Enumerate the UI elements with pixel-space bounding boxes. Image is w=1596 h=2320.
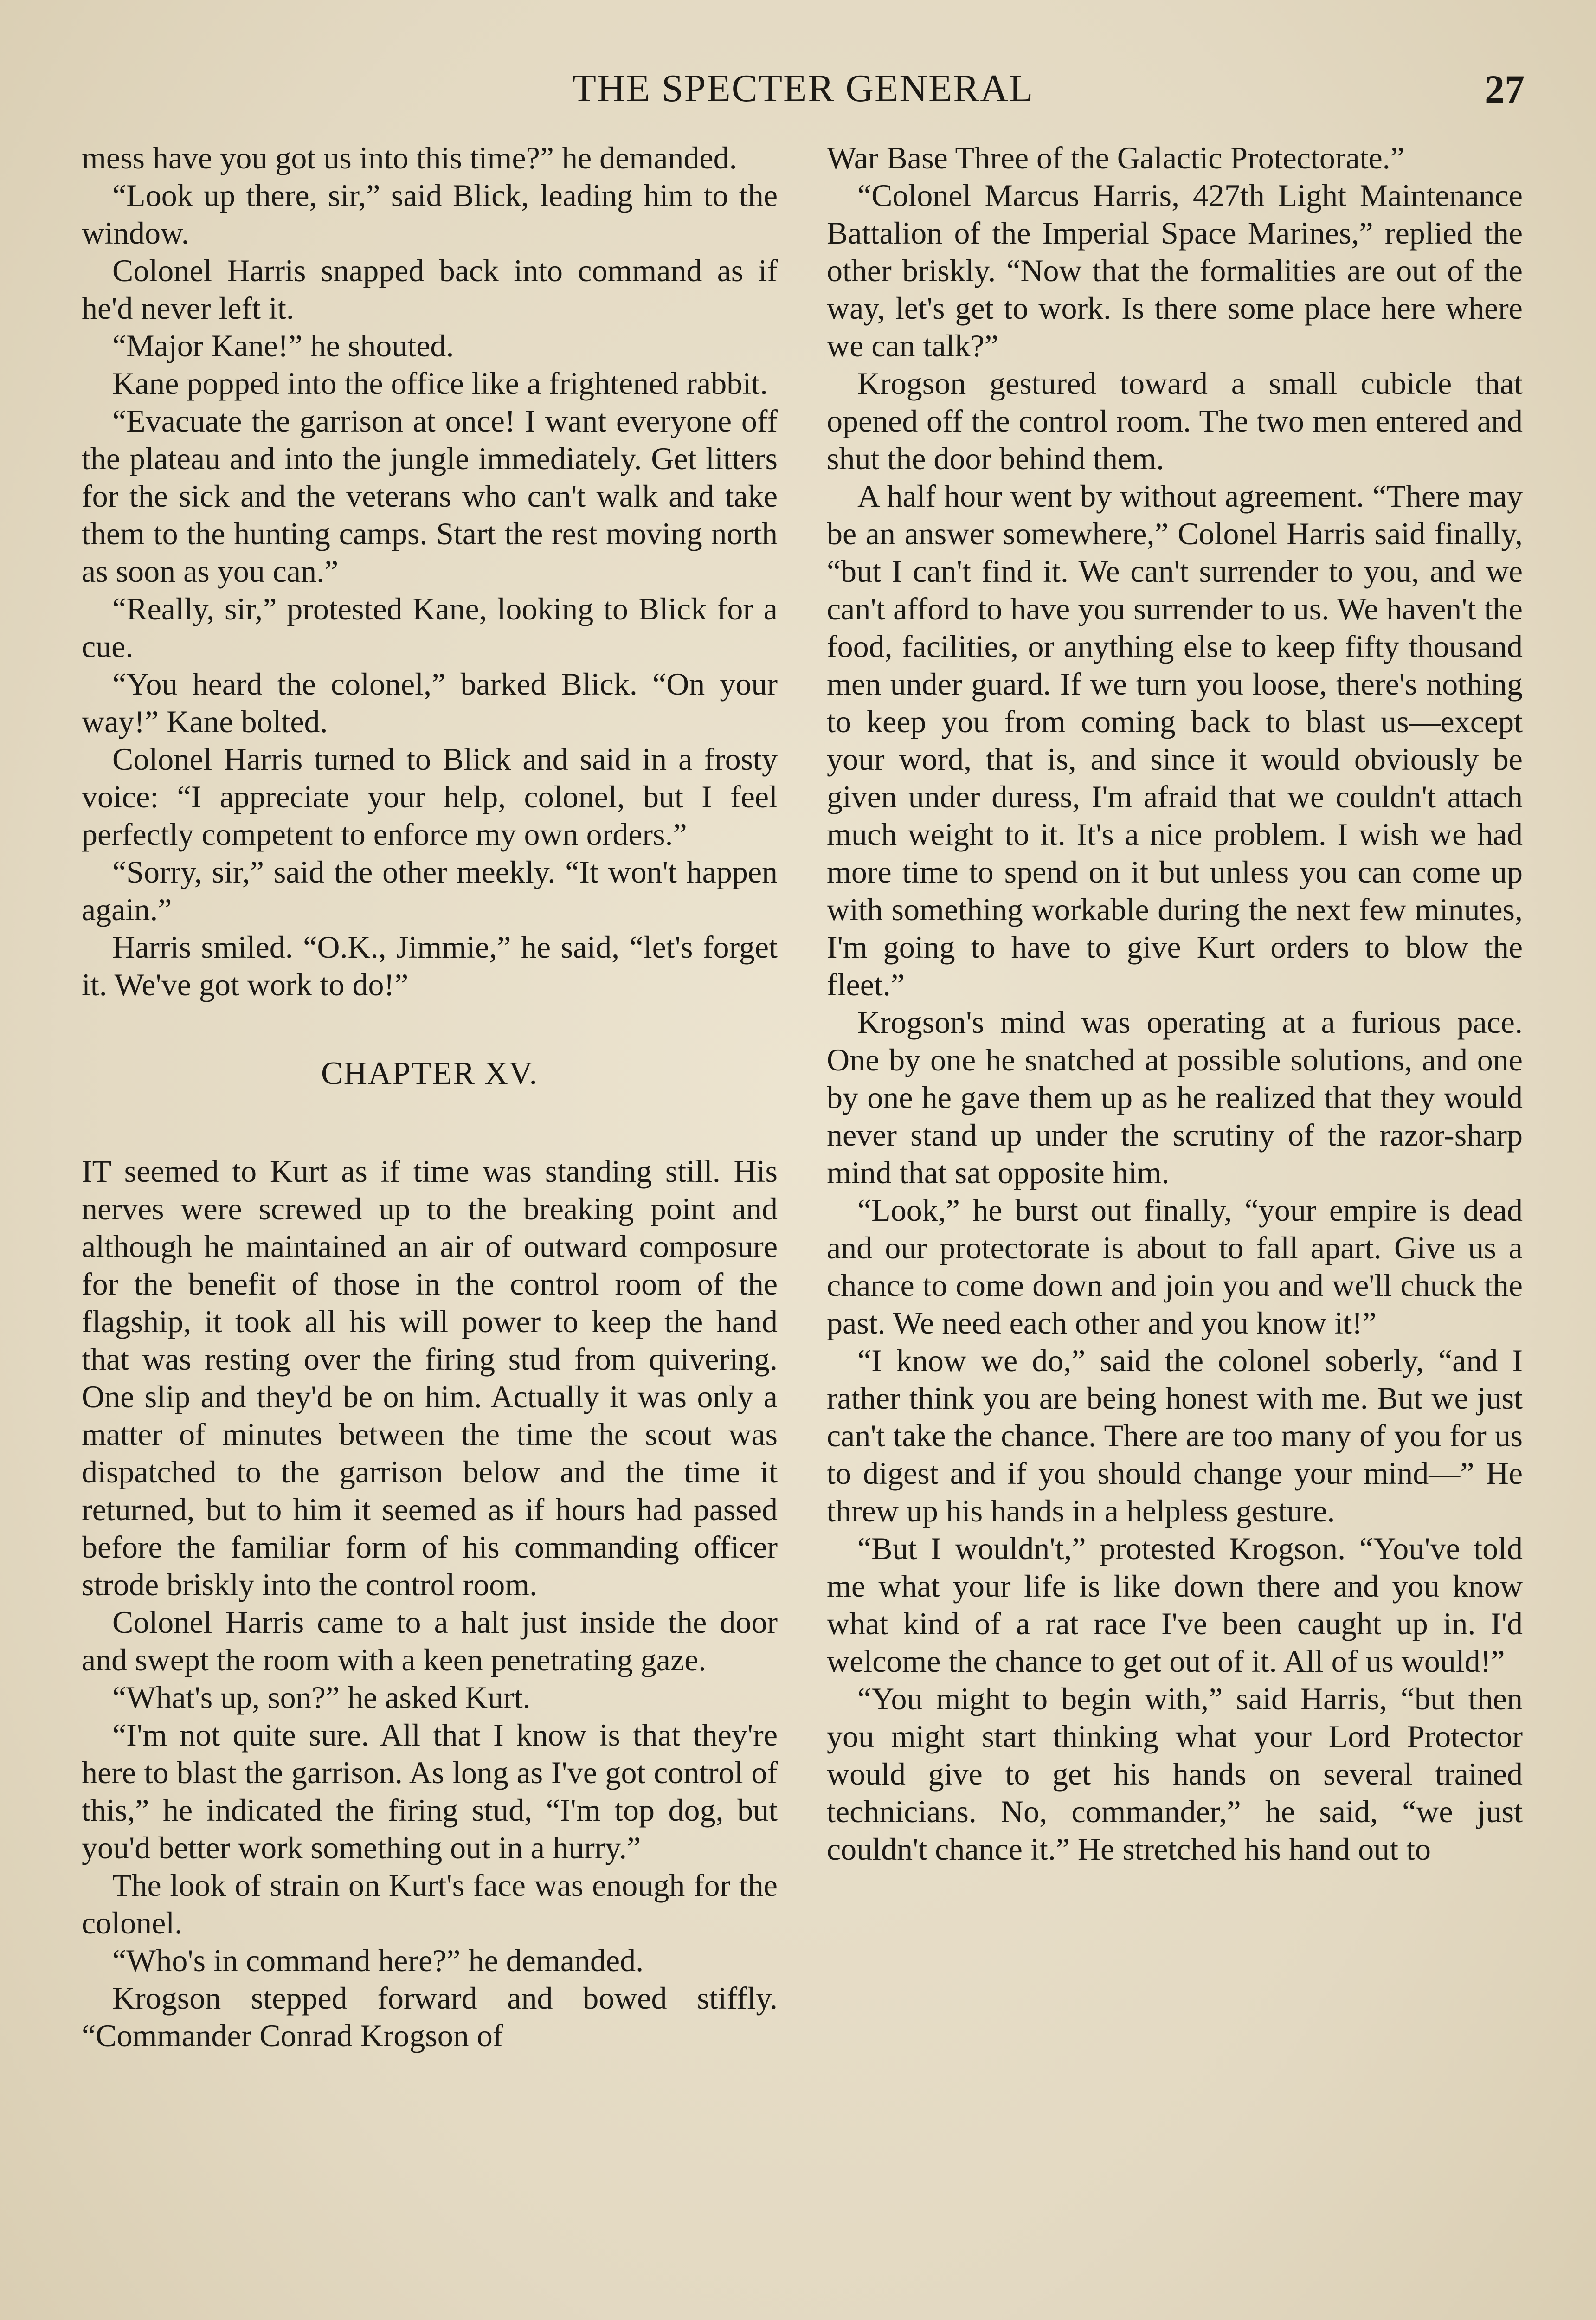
left-column [82,139,778,2055]
chapter-opening-paragraph: IT seemed to Kurt as if time was standing still. His nerves were screwed up to the breaking point and although he maintained an air of outward composure for the benefit of those in the control room of the flagship, it took all his will power to keep the hand that was resting over the firing stud from quivering. One slip and they'd be on him. Actually it was only a matter of minutes between the time the scout was dispatched to the garrison below and the time it returned, but to him it seemed as if hours had passed before the familiar form of his commanding officer strode briskly into the control room. [82,1154,778,1602]
paragraph: “What's up, son?” he asked Kurt. [112,1680,531,1715]
paragraph: “Who's in command here?” he demanded. [112,1943,644,1978]
chapter-heading: CHAPTER XV. [321,1056,538,1091]
page-number: 27 [1485,67,1525,111]
paragraph: Krogson stepped forward and bowed stiffly. “Commander Conrad Krogson of [82,1980,778,2053]
paragraph: Krogson's mind was operating at a furious pace. One by one he snatched at possible solutions, and one by one he gave them up as he realized that they would never stand up under the scrutiny of the razor-sharp mind that sat opposite him. [827,1005,1523,1190]
paragraph: mess have you got us into this time?” he demanded. [82,140,737,175]
running-header [82,59,1525,115]
paragraph: “I know we do,” said the colonel soberly, “and I rather think you are being honest with me. But we just can't take the chance. There are too many of you for us to digest and if you should change your mind—” He threw up his hands in a helpless gesture. [827,1343,1523,1528]
paragraph: “Look,” he burst out finally, “your empire is dead and our protectorate is about to fall apart. Give us a chance to come down and join you and we'll chuck the past. We need each other and you know it!” [827,1192,1523,1340]
paragraph: “You might to begin with,” said Harris, “but then you might start thinking what your Lord Protector would give to get his hands on several trained technicians. No, commander,” he said, “we just couldn't chance it.” He stretched his hand out to [827,1681,1523,1867]
paragraph: “But I wouldn't,” protested Krogson. “You've told me what your life is like down there and you know what kind of a rat race I've been caught up in. I'd welcome the chance to get out of it. All of us would!” [827,1531,1523,1679]
paragraph: Colonel Harris came to a halt just inside the door and swept the room with a keen penetrating gaze. [82,1605,778,1677]
paragraph: Colonel Harris snapped back into command as if he'd never left it. [82,253,778,326]
paragraph: Kane popped into the office like a frightened rabbit. [112,366,768,401]
paragraph: “Evacuate the garrison at once! I want everyone off the plateau and into the jungle immediately. Get litters for the sick and the veterans who can't walk and take them to the hunting camps. Start the rest moving north as soon as you can.” [82,403,778,589]
paragraph: The look of strain on Kurt's face was enough for the colonel. [82,1868,778,1940]
right-column [827,139,1523,1868]
paragraph: “Colonel Marcus Harris, 427th Light Maintenance Battalion of the Imperial Space Marines,” replied the other briskly. “Now that the formalities are out of the way, let's get to work. Is there some place here where we can talk?” [827,178,1523,363]
paragraph: Colonel Harris turned to Blick and said in a frosty voice: “I appreciate your help, colonel, but I feel perfectly competent to enforce my own orders.” [82,741,778,852]
paragraph: “Really, sir,” protested Kane, looking to Blick for a cue. [82,591,778,664]
paragraph: “Look up there, sir,” said Blick, leading him to the window. [82,178,778,251]
paragraph: War Base Three of the Galactic Protectorate.” [827,140,1404,175]
running-title: THE SPECTER GENERAL [572,67,1034,110]
paragraph: “Major Kane!” he shouted. [112,328,454,363]
paragraph: “You heard the colonel,” barked Blick. “On your way!” Kane bolted. [82,666,778,739]
paragraph: “Sorry, sir,” said the other meekly. “It won't happen again.” [82,854,778,927]
paragraph: Harris smiled. “O.K., Jimmie,” he said, “let's forget it. We've got work to do!” [82,929,778,1002]
paragraph: A half hour went by without agreement. “There may be an answer somewhere,” Colonel Harris said finally, “but I can't find it. We can't surrender to you, and we can't afford to have you surrender to us. We haven't the food, facilities, or anything else to keep fifty thousand men under guard. If we turn you loose, there's nothing to keep you from coming back to blast us—except your word, that is, and since it would obviously be given under duress, I'm afraid that we couldn't attach much weight to it. It's a nice problem. I wish we had more time to spend on it but unless you can come up with something workable during the next few minutes, I'm going to have to give Kurt orders to blow the fleet.” [827,478,1523,1002]
paragraph: Krogson gestured toward a small cubicle that opened off the control room. The two men entered and shut the door behind them. [827,366,1523,476]
paragraph: “I'm not quite sure. All that I know is that they're here to blast the garrison. As long as I've got control of this,” he indicated the firing stud, “I'm top dog, but you'd better work something out in a hurry.” [82,1717,778,1865]
